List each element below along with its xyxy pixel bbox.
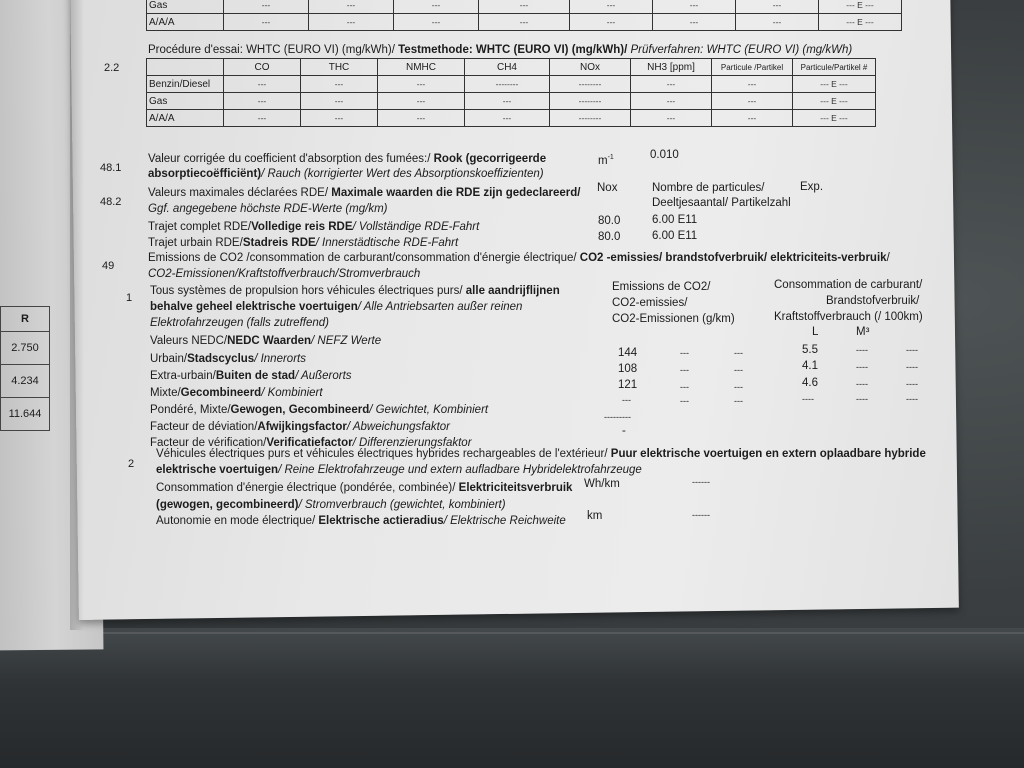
text-fr: Valeurs maximales déclarées RDE/ [148, 187, 329, 199]
nox-column-header: Nox [597, 182, 618, 194]
text-nl: CO2 -emissies/ brandstofverbruik/ elektriciteits-verbruik [579, 252, 887, 264]
table-cell: --- [465, 93, 550, 110]
column-header: CO [224, 59, 301, 76]
text-de: / Vollständige RDE-Fahrt [352, 221, 480, 233]
left-table-value: 4.234 [1, 365, 50, 398]
text-fr: Extra-urbain/ [150, 370, 216, 382]
text-nl: behalve geheel elektrische voertuigen [150, 301, 358, 313]
table-cell: --- E --- [793, 76, 876, 93]
table-cell: --- [631, 93, 712, 110]
text-de: / NEFZ Werte [311, 335, 382, 347]
column-header: Particule/Partikel # [793, 59, 876, 76]
text-de: / Differenzierungsfaktor [352, 437, 472, 449]
litre-value: 5.5 [802, 344, 818, 356]
text-de: / Kombiniert [261, 387, 323, 399]
table-cell: --- [570, 0, 653, 14]
litre-value: 4.1 [802, 360, 818, 372]
dash-cell: ---- [856, 379, 868, 389]
row-label [150, 403, 488, 417]
text-nl: absorptiecoëfficiënt) [148, 168, 262, 180]
text-fr: Valeurs NEDC/ [150, 335, 228, 347]
text-fr: Facteur de vérification/ [150, 437, 267, 449]
text-nl: Afwijkingsfactor [257, 421, 347, 433]
electric-range-unit: km [587, 510, 603, 522]
unit-superscript: -1 [607, 154, 614, 161]
text-de: / Gewichtet, Kombiniert [369, 404, 489, 416]
text-fr: Trajet complet RDE/ [148, 221, 252, 233]
electric-range-line [156, 514, 566, 528]
text-nl: Stadscyclus [187, 353, 255, 365]
consumption-header-1: Consommation de carburant/ [774, 279, 923, 291]
text-end: / [886, 252, 890, 264]
text-de: / Abweichungsfaktor [346, 421, 451, 433]
rde-row [148, 220, 479, 234]
co2-header-3: CO2-Emissionen (g/km) [612, 313, 735, 325]
section-48-2-line1 [148, 186, 581, 200]
text-nl: Gewogen, Gecombineerd [230, 404, 370, 416]
electric-consumption-line1 [156, 481, 572, 495]
dash-cell: ---- [906, 362, 918, 372]
text-fr: Tous systèmes de propulsion hors véhicules électriques purs/ [150, 285, 463, 297]
text-fr: Emissions de CO2 /consommation de carburant/consommation d'énergie électrique/ [148, 252, 577, 264]
table-cell: --- E --- [793, 93, 876, 110]
row-label [150, 420, 450, 434]
text-fr: Trajet urbain RDE/ [148, 237, 243, 249]
text-nl: Stadreis RDE [242, 237, 316, 249]
table-cell: --- [394, 14, 479, 31]
table-row [147, 110, 876, 127]
row-label [150, 369, 352, 383]
table-cell: --- [224, 0, 309, 14]
dash-cell: --- [734, 365, 743, 375]
table-cell: --- [301, 76, 378, 93]
section-49-1-line2 [150, 300, 522, 314]
electric-consumption-line2 [156, 498, 506, 512]
title-fr: Procédure d'essai: WHTC (EURO VI) (mg/kWh)/ [148, 44, 395, 56]
section-number: 48.1 [100, 162, 122, 174]
row-label: Gas [147, 0, 224, 14]
particles-column-header: Nombre de particules/ [652, 182, 765, 194]
table-cell: -------- [550, 110, 631, 127]
table-cell: --- E --- [793, 110, 876, 127]
smoke-unit [598, 151, 614, 168]
table-cell: --- [712, 93, 793, 110]
section-number: 49 [102, 260, 115, 272]
table-cell: -------- [550, 76, 631, 93]
table-cell: --- [224, 93, 301, 110]
section-number: 48.2 [100, 196, 122, 208]
dash-cell: --- [734, 382, 743, 392]
text-nl: Verificatiefactor [266, 437, 353, 449]
unit: m [598, 154, 608, 167]
dash-cell: ---- [802, 394, 814, 404]
smoke-value: 0.010 [650, 149, 679, 161]
co2-value: 144 [618, 347, 638, 359]
rde-nox-value: 80.0 [598, 231, 621, 243]
text-de: / Außerorts [295, 370, 352, 382]
text-fr: Véhicules électriques purs et véhicules électriques hybrides rechargeables de l'extérieur/ [156, 448, 608, 460]
section-2-2-title [148, 43, 852, 57]
title-nl: Testmethode: WHTC (EURO VI) (mg/kWh)/ [398, 44, 628, 56]
row-label [150, 334, 381, 348]
table-cell: --- E --- [819, 0, 902, 14]
text-fr: Facteur de déviation/ [150, 421, 258, 433]
row-label: A/A/A [147, 110, 224, 127]
electric-consumption-value: ------ [692, 477, 710, 487]
section-49-1-line3: Elektrofahrzeugen (falls zutreffend) [150, 317, 329, 329]
table-row [147, 76, 876, 93]
dash-cell: ---- [856, 345, 868, 355]
text-fr: Consommation d'énergie électrique (pondérée, combinée)/ [156, 482, 456, 494]
section-49-line2: CO2-Emissionen/Kraftstoffverbrauch/Stromverbrauch [148, 268, 421, 280]
text-fr: Pondéré, Mixte/ [150, 404, 231, 416]
dash-cell: --- [680, 382, 689, 392]
co2-value: 108 [618, 363, 638, 375]
unit-cubic-metre: M³ [856, 326, 870, 338]
section-49-line1 [148, 251, 890, 265]
table-cell: --- [301, 93, 378, 110]
table-cell: --- [570, 14, 653, 31]
table-cell: --- [712, 76, 793, 93]
text-de: / Elektrische Reichweite [443, 515, 566, 527]
dash-cell: --- [734, 396, 743, 406]
table-cell: --- [378, 93, 465, 110]
table-cell: --- [736, 14, 819, 31]
dash-cell: ---- [856, 362, 868, 372]
text-nl: Gecombineerd [180, 387, 262, 399]
table-cell: --- [378, 110, 465, 127]
table-cell: --- [631, 110, 712, 127]
text-nl: Rook (gecorrigeerde [433, 153, 547, 165]
consumption-header-3: Kraftstoffverbrauch (/ 100km) [774, 311, 923, 323]
table-cell: --- [631, 76, 712, 93]
table-cell: --- [653, 0, 736, 14]
text-nl: Puur elektrische voertuigen en extern oplaadbare hybride [610, 448, 926, 460]
table-row [147, 14, 902, 31]
left-table-value: 2.750 [1, 332, 50, 365]
table-cell: -------- [465, 76, 550, 93]
section-number: 1 [126, 292, 133, 304]
dash-cell: ---- [906, 345, 918, 355]
table-cell: --- [479, 0, 570, 14]
table-cell: --- [479, 14, 570, 31]
table-header-row [147, 59, 876, 76]
unit-litre: L [812, 326, 819, 338]
rde-particles-value: 6.00 E11 [652, 214, 698, 226]
co2-header-1: Emissions de CO2/ [612, 281, 711, 293]
table-cell: --- [224, 14, 309, 31]
text-nl: NEDC Waarden [227, 335, 312, 347]
dash-cell: ---- [906, 379, 918, 389]
particles-column-header-2: Deeltjesaantal/ Partikelzahl [652, 197, 791, 209]
dash-cell: ---- [856, 394, 868, 404]
table-cell: --- [301, 110, 378, 127]
table-cell: --- [712, 110, 793, 127]
table-cell: --- [224, 110, 301, 127]
table-cell: --- [309, 0, 394, 14]
text-de: / Rauch (korrigierter Wert des Absorptionskoeffizienten) [261, 168, 544, 180]
whtc-emissions-table [146, 58, 876, 127]
text-nl: Volledige reis RDE [251, 221, 353, 233]
section-number: 2.2 [104, 62, 120, 74]
text-nl: alle aandrijflijnen [465, 285, 560, 297]
table-row [147, 0, 902, 14]
section-49-1-line1 [150, 284, 560, 298]
section-48-1-line1 [148, 152, 546, 166]
text-nl: (gewogen, gecombineerd) [156, 499, 299, 511]
dash-cell: --- [734, 348, 743, 358]
section-49-2-line2 [156, 463, 642, 477]
column-header: THC [301, 59, 378, 76]
text-nl: Elektriciteitsverbruik [458, 482, 573, 494]
dash-cell: - [622, 425, 626, 437]
text-fr: Mixte/ [150, 387, 181, 399]
text-de: / Stromverbrauch (gewichtet, kombiniert) [298, 499, 506, 511]
title-de: Prüfverfahren: WHTC (EURO VI) (mg/kWh) [630, 44, 853, 56]
table-cell: --- [378, 76, 465, 93]
text-de: / Innerstädtische RDE-Fahrt [315, 237, 459, 249]
litre-value: 4.6 [802, 377, 818, 389]
table-cell: --- [224, 76, 301, 93]
left-table-value: 11.644 [1, 398, 50, 431]
text-nl: Maximale waarden die RDE zijn gedeclareerd/ [331, 187, 581, 199]
text-de: / Innerorts [254, 353, 306, 365]
co2-header-2: CO2-emissies/ [612, 297, 688, 309]
text-nl: Buiten de stad [215, 370, 296, 382]
empty-header-cell [147, 59, 224, 76]
electric-range-value: ------ [692, 510, 710, 520]
text-de: / Alle Antriebsarten außer reinen [357, 301, 523, 313]
row-label: Gas [147, 93, 224, 110]
table-cell: --- E --- [819, 14, 902, 31]
table-cell: --- [465, 110, 550, 127]
section-48-2-line2: Ggf. angegebene höchste RDE-Werte (mg/km) [148, 203, 388, 215]
dash-cell: --- [622, 395, 631, 405]
table-cell: --- [394, 0, 479, 14]
consumption-header-2: Brandstofverbruik/ [826, 295, 920, 307]
section-48-1-line2 [148, 167, 544, 181]
table-cell: --- [309, 14, 394, 31]
co2-value: 121 [618, 379, 638, 391]
table-cell: --- [736, 0, 819, 14]
dash-cell: ---- [906, 394, 918, 404]
rde-row [148, 236, 458, 250]
exp-column-header: Exp. [800, 181, 824, 193]
column-header: CH4 [465, 59, 550, 76]
dash-cell: --------- [604, 412, 631, 422]
text-nl: Elektrische actieradius [318, 515, 444, 527]
row-label: Benzin/Diesel [147, 76, 224, 93]
left-table-header: R [1, 307, 50, 332]
table-row [147, 93, 876, 110]
column-header: NOx [550, 59, 631, 76]
text-de: / Reine Elektrofahrzeuge und extern aufladbare Hybridelektrofahrzeuge [278, 464, 642, 476]
top-emissions-table [146, 0, 902, 31]
row-label [150, 386, 323, 400]
text-fr: Valeur corrigée du coefficient d'absorption des fumées:/ [148, 153, 431, 165]
text-nl: elektrische voertuigen [156, 464, 279, 476]
row-label: A/A/A [147, 14, 224, 31]
electric-consumption-unit: Wh/km [584, 478, 620, 490]
column-header: Particule /Partikel [712, 59, 793, 76]
row-label [150, 352, 306, 366]
table-cell: --- [653, 14, 736, 31]
table-cell: -------- [550, 93, 631, 110]
dash-cell: --- [680, 348, 689, 358]
dash-cell: --- [680, 365, 689, 375]
rde-particles-value: 6.00 E11 [652, 230, 698, 242]
rde-nox-value: 80.0 [598, 215, 621, 227]
text-fr: Autonomie en mode électrique/ [156, 515, 316, 527]
text-fr: Urbain/ [150, 353, 188, 365]
column-header: NH3 [ppm] [631, 59, 712, 76]
section-number: 2 [128, 458, 135, 470]
dash-cell: --- [680, 396, 689, 406]
section-49-2-line1 [156, 447, 926, 461]
column-header: NMHC [378, 59, 465, 76]
